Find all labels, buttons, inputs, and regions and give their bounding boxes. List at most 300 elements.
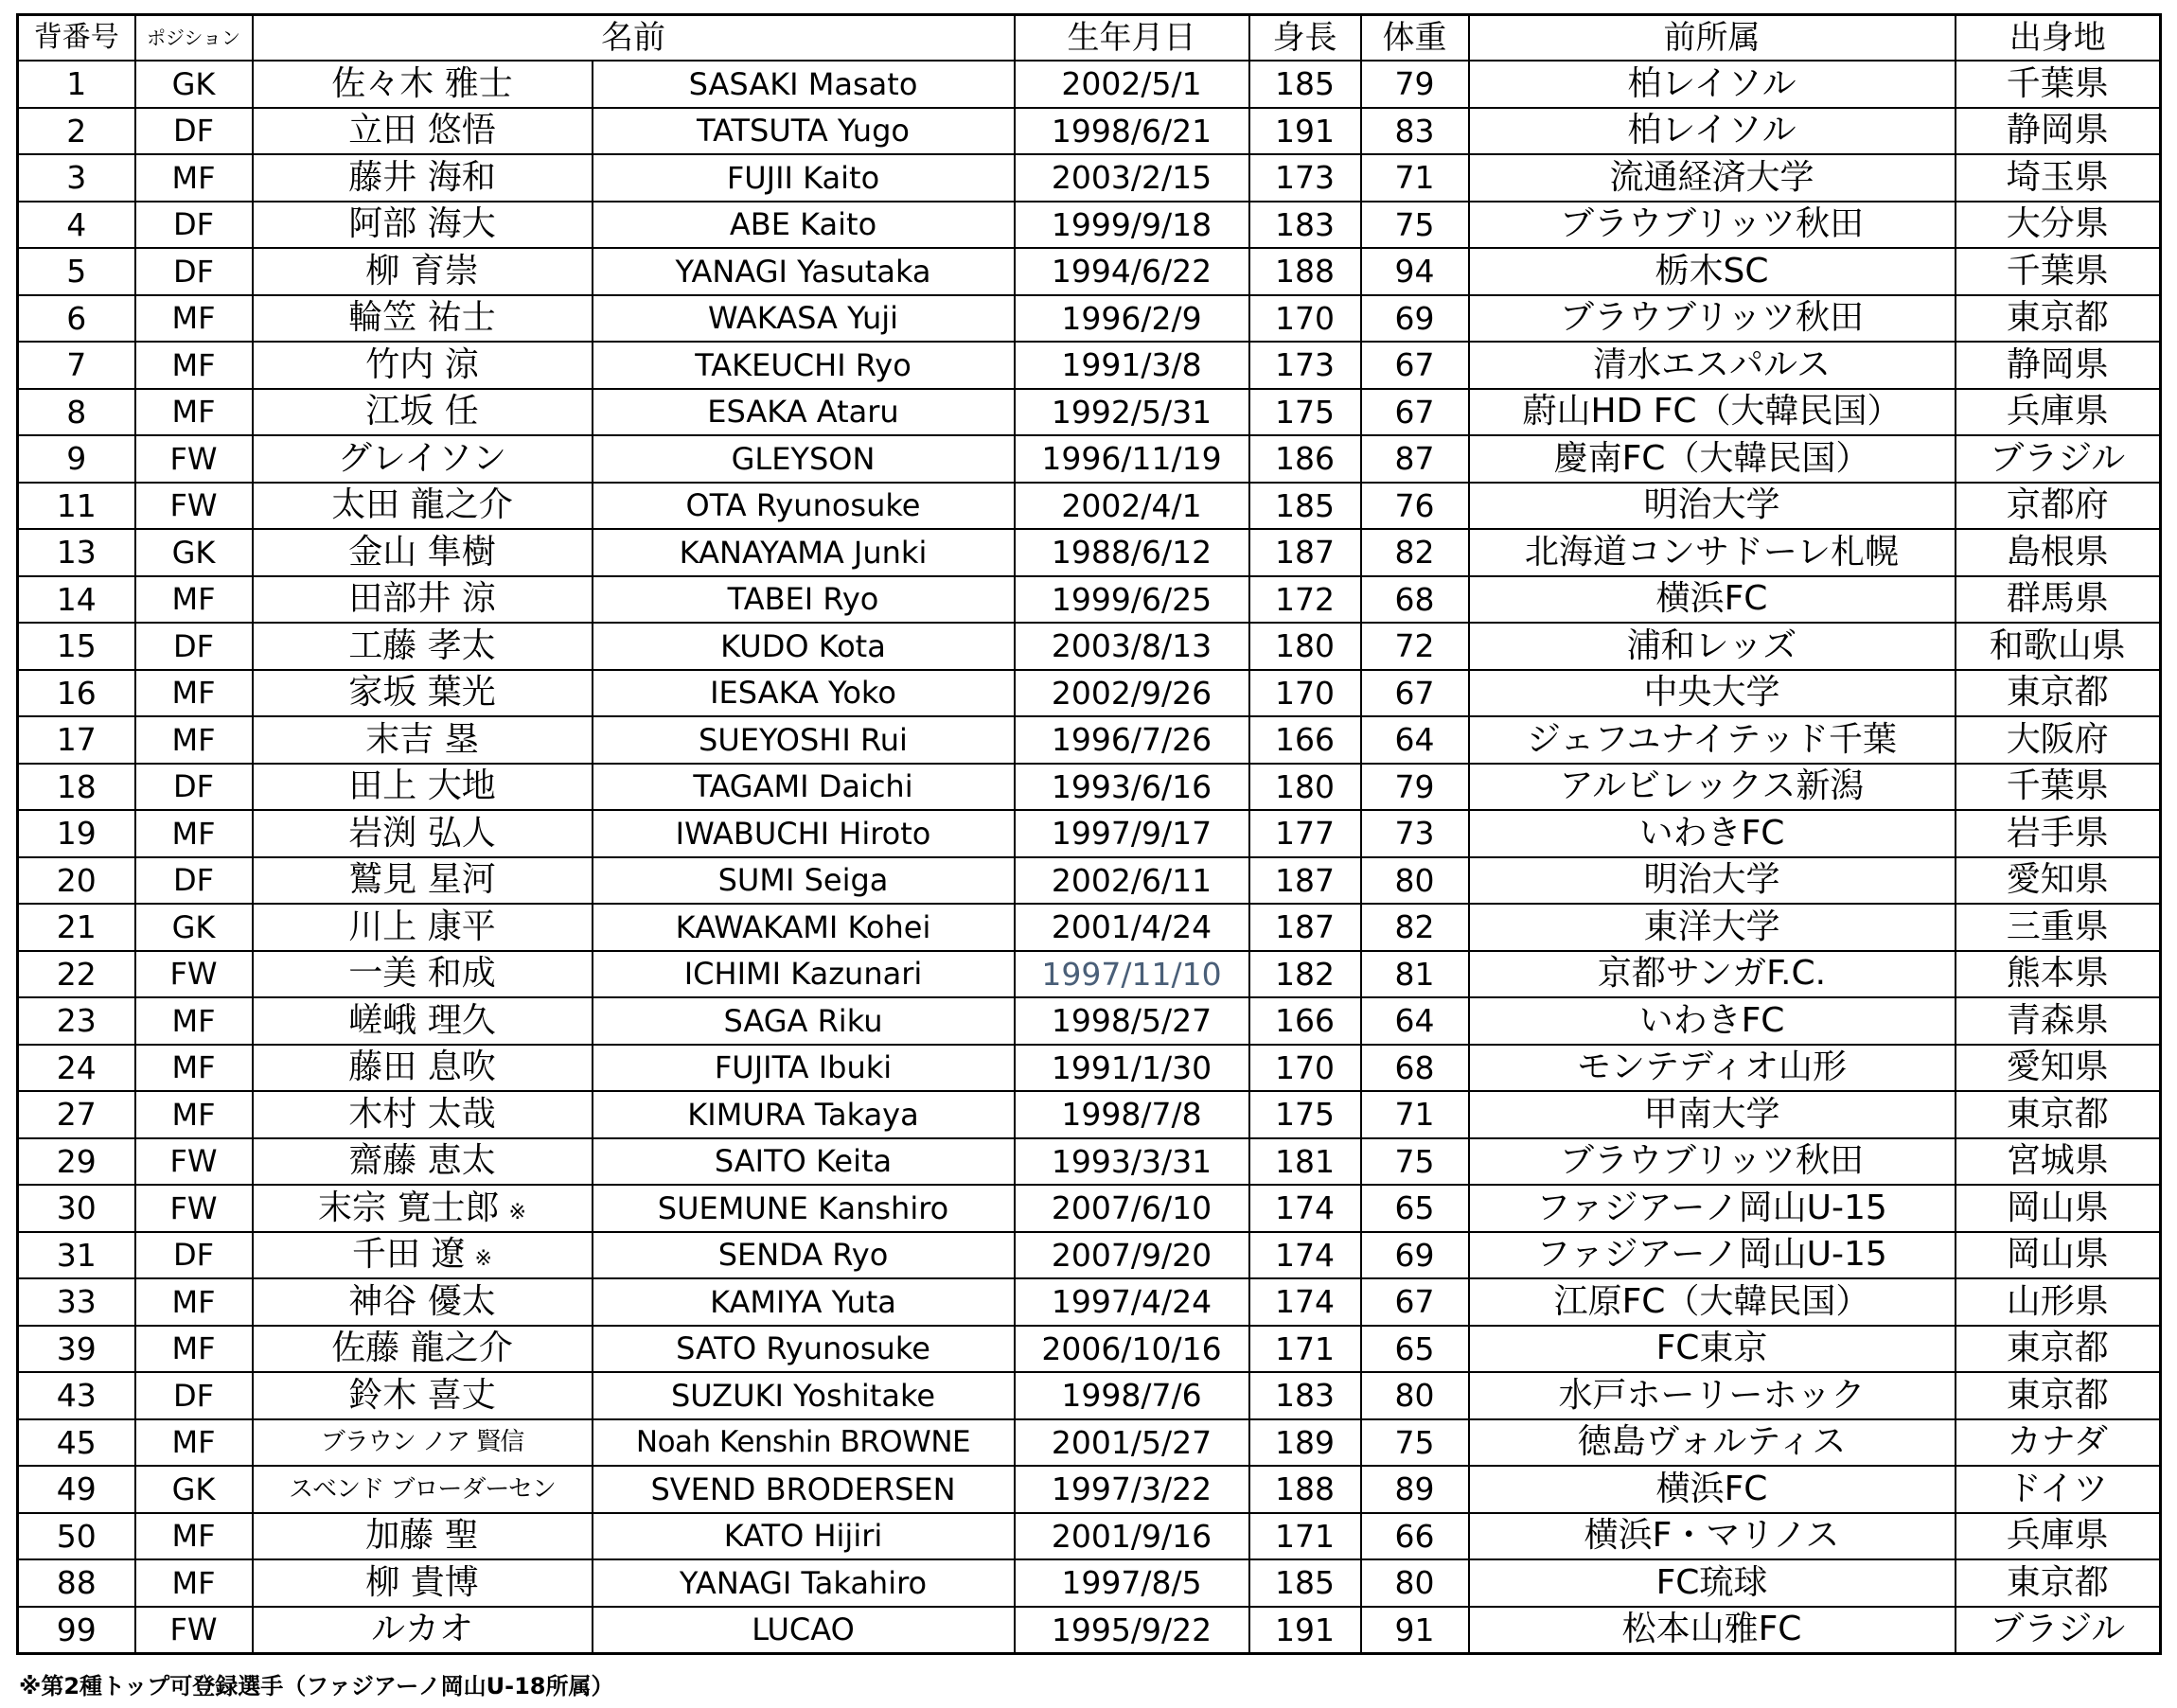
player-name-jp	[253, 1419, 593, 1467]
player-name-en: ICHIMI Kazunari	[593, 951, 1015, 998]
player-number: 14	[18, 576, 135, 624]
player-name-en: FUJII Kaito	[593, 154, 1015, 202]
player-weight: 65	[1361, 1326, 1469, 1373]
player-dob: 1997/3/22	[1015, 1466, 1249, 1513]
player-name-en: ESAKA Ataru	[593, 389, 1015, 436]
player-position: FW	[135, 1185, 253, 1232]
player-birthplace: 埼玉県	[1956, 154, 2161, 202]
player-position: GK	[135, 61, 253, 108]
player-weight: 79	[1361, 764, 1469, 811]
player-height: 185	[1249, 61, 1361, 108]
player-name-en: ABE Kaito	[593, 202, 1015, 249]
player-name-jp	[253, 529, 593, 576]
player-position: MF	[135, 154, 253, 202]
table-row	[18, 670, 2161, 717]
player-number: 3	[18, 154, 135, 202]
player-dob: 1993/6/16	[1015, 764, 1249, 811]
table-row	[18, 61, 2161, 108]
player-birthplace: カナダ	[1956, 1419, 2161, 1467]
player-name-jp-text: 工藤 孝太	[348, 625, 496, 665]
player-name-en: Noah Kenshin BROWNE	[593, 1419, 1015, 1467]
player-height: 185	[1249, 1559, 1361, 1607]
player-name-en: GLEYSON	[593, 435, 1015, 483]
table-row	[18, 483, 2161, 530]
player-name-jp-text: 岩渕 弘人	[348, 813, 496, 853]
player-dob: 1999/6/25	[1015, 576, 1249, 624]
player-name-jp	[253, 108, 593, 155]
player-number: 22	[18, 951, 135, 998]
player-name-jp-text: 柳 育崇	[365, 251, 479, 291]
player-name-jp	[253, 857, 593, 905]
player-dob: 1997/9/17	[1015, 810, 1249, 857]
player-name-en: OTA Ryunosuke	[593, 483, 1015, 530]
player-height: 171	[1249, 1326, 1361, 1373]
player-number: 39	[18, 1326, 135, 1373]
player-dob: 1995/9/22	[1015, 1607, 1249, 1654]
player-number: 50	[18, 1513, 135, 1560]
roster-table	[16, 13, 2162, 1655]
player-height: 171	[1249, 1513, 1361, 1560]
player-number: 23	[18, 997, 135, 1045]
player-position: MF	[135, 1326, 253, 1373]
player-weight: 64	[1361, 716, 1469, 764]
player-name-jp	[253, 1232, 593, 1279]
table-row	[18, 389, 2161, 436]
table-row	[18, 810, 2161, 857]
player-name-jp	[253, 670, 593, 717]
player-previous-club: 横浜FC	[1469, 576, 1956, 624]
player-name-en: SAITO Keita	[593, 1138, 1015, 1186]
player-number: 29	[18, 1138, 135, 1186]
player-height: 188	[1249, 248, 1361, 295]
player-name-jp	[253, 576, 593, 624]
player-weight: 80	[1361, 1559, 1469, 1607]
player-dob: 1996/7/26	[1015, 716, 1249, 764]
player-weight: 69	[1361, 1232, 1469, 1279]
player-name-jp	[253, 1278, 593, 1326]
table-row	[18, 904, 2161, 951]
header-weight: 体重	[1361, 15, 1469, 62]
player-position: MF	[135, 810, 253, 857]
player-previous-club: アルビレックス新潟	[1469, 764, 1956, 811]
player-position: FW	[135, 435, 253, 483]
player-birthplace: 静岡県	[1956, 342, 2161, 389]
player-name-en: TAKEUCHI Ryo	[593, 342, 1015, 389]
roster-body	[18, 61, 2161, 1654]
table-row	[18, 435, 2161, 483]
player-previous-club: FC琉球	[1469, 1559, 1956, 1607]
player-weight: 82	[1361, 904, 1469, 951]
player-position: DF	[135, 857, 253, 905]
player-position: MF	[135, 1278, 253, 1326]
player-weight: 67	[1361, 342, 1469, 389]
player-name-en: SUZUKI Yoshitake	[593, 1372, 1015, 1419]
player-position: FW	[135, 1138, 253, 1186]
player-birthplace: 東京都	[1956, 1372, 2161, 1419]
player-name-en: SATO Ryunosuke	[593, 1326, 1015, 1373]
player-birthplace: 東京都	[1956, 295, 2161, 343]
player-name-jp	[253, 764, 593, 811]
player-dob: 2001/4/24	[1015, 904, 1249, 951]
player-name-jp	[253, 951, 593, 998]
player-number: 24	[18, 1045, 135, 1092]
player-weight: 91	[1361, 1607, 1469, 1654]
player-name-en: KAWAKAMI Kohei	[593, 904, 1015, 951]
player-previous-club: 明治大学	[1469, 857, 1956, 905]
table-row	[18, 202, 2161, 249]
player-dob: 2007/6/10	[1015, 1185, 1249, 1232]
player-number: 21	[18, 904, 135, 951]
player-name-en: YANAGI Takahiro	[593, 1559, 1015, 1607]
player-dob: 2006/10/16	[1015, 1326, 1249, 1373]
player-name-en: TATSUTA Yugo	[593, 108, 1015, 155]
player-weight: 89	[1361, 1466, 1469, 1513]
player-name-jp-text: 江坂 任	[365, 392, 479, 431]
player-previous-club: 甲南大学	[1469, 1091, 1956, 1138]
player-previous-club: いわきFC	[1469, 810, 1956, 857]
player-birthplace: 愛知県	[1956, 857, 2161, 905]
player-height: 182	[1249, 951, 1361, 998]
player-birthplace: 千葉県	[1956, 764, 2161, 811]
player-name-jp	[253, 154, 593, 202]
header-previous-club: 前所属	[1469, 15, 1956, 62]
table-row	[18, 576, 2161, 624]
player-previous-club: 浦和レッズ	[1469, 623, 1956, 670]
player-previous-club: ブラウブリッツ秋田	[1469, 295, 1956, 343]
player-birthplace: 千葉県	[1956, 248, 2161, 295]
player-position: MF	[135, 997, 253, 1045]
table-row	[18, 1607, 2161, 1654]
player-dob: 2003/8/13	[1015, 623, 1249, 670]
player-position: MF	[135, 342, 253, 389]
player-name-jp	[253, 342, 593, 389]
player-weight: 64	[1361, 997, 1469, 1045]
player-name-jp	[253, 1326, 593, 1373]
player-name-jp	[253, 389, 593, 436]
player-weight: 65	[1361, 1185, 1469, 1232]
player-birthplace: 和歌山県	[1956, 623, 2161, 670]
player-dob: 1998/6/21	[1015, 108, 1249, 155]
player-name-jp-text: 木村 太哉	[348, 1094, 496, 1134]
player-height: 188	[1249, 1466, 1361, 1513]
player-height: 175	[1249, 389, 1361, 436]
player-name-jp-text: 佐々木 雅士	[331, 63, 513, 103]
player-birthplace: ブラジル	[1956, 435, 2161, 483]
player-name-jp	[253, 904, 593, 951]
player-number: 27	[18, 1091, 135, 1138]
player-name-jp-text: 藤井 海和	[348, 157, 496, 197]
player-height: 170	[1249, 1045, 1361, 1092]
note-mark: ※	[508, 1200, 526, 1224]
player-height: 180	[1249, 623, 1361, 670]
player-name-jp	[253, 1185, 593, 1232]
player-height: 189	[1249, 1419, 1361, 1467]
player-position: FW	[135, 951, 253, 998]
player-weight: 82	[1361, 529, 1469, 576]
player-position: GK	[135, 904, 253, 951]
player-number: 45	[18, 1419, 135, 1467]
player-dob: 2003/2/15	[1015, 154, 1249, 202]
player-number: 18	[18, 764, 135, 811]
player-height: 187	[1249, 857, 1361, 905]
player-number: 8	[18, 389, 135, 436]
player-previous-club: 明治大学	[1469, 483, 1956, 530]
player-name-jp-text: 川上 康平	[348, 907, 496, 946]
player-position: MF	[135, 716, 253, 764]
player-name-jp	[253, 1045, 593, 1092]
player-name-jp	[253, 716, 593, 764]
player-dob: 2001/9/16	[1015, 1513, 1249, 1560]
player-name-jp-text: 加藤 聖	[365, 1516, 479, 1556]
player-name-jp	[253, 295, 593, 343]
player-name-en: LUCAO	[593, 1607, 1015, 1654]
player-birthplace: 大阪府	[1956, 716, 2161, 764]
table-row	[18, 1045, 2161, 1092]
player-name-jp	[253, 810, 593, 857]
player-height: 183	[1249, 202, 1361, 249]
player-previous-club: 京都サンガF.C.	[1469, 951, 1956, 998]
player-number: 1	[18, 61, 135, 108]
header-dob: 生年月日	[1015, 15, 1249, 62]
player-number: 99	[18, 1607, 135, 1654]
player-name-en: WAKASA Yuji	[593, 295, 1015, 343]
player-number: 49	[18, 1466, 135, 1513]
header-row	[18, 15, 2161, 62]
player-dob: 2002/9/26	[1015, 670, 1249, 717]
player-name-jp	[253, 61, 593, 108]
note-mark: ※	[474, 1247, 492, 1272]
player-position: DF	[135, 623, 253, 670]
player-name-jp-text: 阿部 海大	[348, 204, 496, 244]
player-dob: 1998/7/8	[1015, 1091, 1249, 1138]
player-name-en: IESAKA Yoko	[593, 670, 1015, 717]
player-previous-club: いわきFC	[1469, 997, 1956, 1045]
player-number: 20	[18, 857, 135, 905]
player-name-jp-text: 竹内 涼	[365, 344, 479, 384]
player-height: 183	[1249, 1372, 1361, 1419]
player-position: MF	[135, 1045, 253, 1092]
player-birthplace: 東京都	[1956, 670, 2161, 717]
player-dob: 1998/5/27	[1015, 997, 1249, 1045]
player-birthplace: 岩手県	[1956, 810, 2161, 857]
player-position: GK	[135, 529, 253, 576]
table-row	[18, 248, 2161, 295]
player-name-jp-text: 柳 貴博	[365, 1562, 479, 1602]
player-name-en: KATO Hijiri	[593, 1513, 1015, 1560]
player-number: 16	[18, 670, 135, 717]
player-dob: 2007/9/20	[1015, 1232, 1249, 1279]
player-name-jp	[253, 202, 593, 249]
player-birthplace: 島根県	[1956, 529, 2161, 576]
player-position: MF	[135, 295, 253, 343]
player-height: 175	[1249, 1091, 1361, 1138]
player-name-en: TABEI Ryo	[593, 576, 1015, 624]
player-name-en: KIMURA Takaya	[593, 1091, 1015, 1138]
player-height: 187	[1249, 529, 1361, 576]
header-number: 背番号	[18, 15, 135, 62]
player-position: DF	[135, 202, 253, 249]
player-name-en: KANAYAMA Junki	[593, 529, 1015, 576]
player-birthplace: ドイツ	[1956, 1466, 2161, 1513]
player-previous-club: 柏レイソル	[1469, 108, 1956, 155]
player-number: 9	[18, 435, 135, 483]
player-height: 177	[1249, 810, 1361, 857]
player-number: 6	[18, 295, 135, 343]
player-birthplace: 東京都	[1956, 1326, 2161, 1373]
player-weight: 71	[1361, 1091, 1469, 1138]
player-previous-club: ジェフユナイテッド千葉	[1469, 716, 1956, 764]
player-name-en: IWABUCHI Hiroto	[593, 810, 1015, 857]
player-weight: 83	[1361, 108, 1469, 155]
player-weight: 72	[1361, 623, 1469, 670]
player-height: 173	[1249, 342, 1361, 389]
table-row	[18, 1466, 2161, 1513]
player-name-jp	[253, 1091, 593, 1138]
player-height: 172	[1249, 576, 1361, 624]
player-number: 88	[18, 1559, 135, 1607]
player-name-jp-text: 千田 遼	[352, 1235, 466, 1275]
player-birthplace: 熊本県	[1956, 951, 2161, 998]
player-number: 31	[18, 1232, 135, 1279]
player-name-jp	[253, 1607, 593, 1654]
player-weight: 81	[1361, 951, 1469, 998]
player-birthplace: 岡山県	[1956, 1185, 2161, 1232]
player-name-en: SUEYOSHI Rui	[593, 716, 1015, 764]
player-weight: 79	[1361, 61, 1469, 108]
header-name: 名前	[253, 15, 1015, 62]
table-row	[18, 764, 2161, 811]
player-dob: 1999/9/18	[1015, 202, 1249, 249]
player-name-jp-text: 佐藤 龍之介	[331, 1329, 513, 1368]
player-weight: 75	[1361, 1138, 1469, 1186]
header-height: 身長	[1249, 15, 1361, 62]
player-weight: 76	[1361, 483, 1469, 530]
player-weight: 68	[1361, 576, 1469, 624]
table-row	[18, 623, 2161, 670]
player-weight: 69	[1361, 295, 1469, 343]
player-dob: 1988/6/12	[1015, 529, 1249, 576]
player-position: MF	[135, 1513, 253, 1560]
player-height: 166	[1249, 997, 1361, 1045]
player-dob: 1996/11/19	[1015, 435, 1249, 483]
player-previous-club: 慶南FC（大韓民国）	[1469, 435, 1956, 483]
player-previous-club: 水戸ホーリーホック	[1469, 1372, 1956, 1419]
table-row	[18, 1419, 2161, 1467]
player-weight: 73	[1361, 810, 1469, 857]
player-position: MF	[135, 1091, 253, 1138]
table-row	[18, 342, 2161, 389]
player-dob: 1991/1/30	[1015, 1045, 1249, 1092]
player-name-jp-text: 鷲見 星河	[348, 860, 496, 900]
player-previous-club: 江原FC（大韓民国）	[1469, 1278, 1956, 1326]
player-name-en: KUDO Kota	[593, 623, 1015, 670]
player-height: 174	[1249, 1232, 1361, 1279]
player-previous-club: 横浜F・マリノス	[1469, 1513, 1956, 1560]
player-birthplace: 静岡県	[1956, 108, 2161, 155]
player-name-jp	[253, 248, 593, 295]
player-previous-club: 横浜FC	[1469, 1466, 1956, 1513]
table-row	[18, 295, 2161, 343]
player-position: MF	[135, 1419, 253, 1467]
player-weight: 75	[1361, 1419, 1469, 1467]
player-birthplace: 山形県	[1956, 1278, 2161, 1326]
player-dob: 2002/4/1	[1015, 483, 1249, 530]
player-birthplace: 兵庫県	[1956, 1513, 2161, 1560]
player-height: 191	[1249, 1607, 1361, 1654]
player-number: 7	[18, 342, 135, 389]
table-row	[18, 951, 2161, 998]
player-previous-club: 柏レイソル	[1469, 61, 1956, 108]
player-name-jp-text: 田部井 涼	[348, 579, 496, 619]
player-number: 5	[18, 248, 135, 295]
player-name-jp-text: スベンド ブローダーセン	[289, 1474, 556, 1504]
player-birthplace: 宮城県	[1956, 1138, 2161, 1186]
player-number: 13	[18, 529, 135, 576]
player-position: DF	[135, 1372, 253, 1419]
player-name-jp-text: 神谷 優太	[348, 1281, 496, 1321]
player-name-en: KAMIYA Yuta	[593, 1278, 1015, 1326]
player-number: 43	[18, 1372, 135, 1419]
player-name-en: SUEMUNE Kanshiro	[593, 1185, 1015, 1232]
player-height: 185	[1249, 483, 1361, 530]
player-height: 180	[1249, 764, 1361, 811]
player-name-en: SUMI Seiga	[593, 857, 1015, 905]
player-name-jp-text: 家坂 葉光	[348, 673, 496, 713]
player-height: 173	[1249, 154, 1361, 202]
table-row	[18, 529, 2161, 576]
header-birthplace: 出身地	[1956, 15, 2161, 62]
player-name-jp	[253, 1559, 593, 1607]
player-weight: 68	[1361, 1045, 1469, 1092]
player-name-jp-text: 立田 悠悟	[348, 111, 496, 150]
player-number: 33	[18, 1278, 135, 1326]
player-height: 181	[1249, 1138, 1361, 1186]
player-name-en: TAGAMI Daichi	[593, 764, 1015, 811]
footnote: ※第2種トップ可登録選手（ファジアーノ岡山U-18所属）	[19, 1673, 614, 1699]
player-number: 30	[18, 1185, 135, 1232]
player-position: MF	[135, 670, 253, 717]
player-previous-club: FC東京	[1469, 1326, 1956, 1373]
player-height: 191	[1249, 108, 1361, 155]
player-name-jp-text: 輪笠 祐士	[348, 298, 496, 338]
player-name-jp-text: 鈴木 喜丈	[348, 1375, 496, 1415]
player-name-jp	[253, 483, 593, 530]
player-name-jp-text: 末宗 寛士郎	[318, 1188, 500, 1227]
header-position: ポジション	[135, 15, 253, 62]
player-name-en: FUJITA Ibuki	[593, 1045, 1015, 1092]
player-weight: 67	[1361, 670, 1469, 717]
player-birthplace: ブラジル	[1956, 1607, 2161, 1654]
player-dob: 1997/8/5	[1015, 1559, 1249, 1607]
player-dob: 2002/6/11	[1015, 857, 1249, 905]
player-name-jp-text: 一美 和成	[348, 954, 496, 994]
player-dob: 1996/2/9	[1015, 295, 1249, 343]
player-dob: 1991/3/8	[1015, 342, 1249, 389]
player-name-jp	[253, 623, 593, 670]
player-weight: 87	[1361, 435, 1469, 483]
player-name-jp	[253, 1513, 593, 1560]
player-name-en: SAGA Riku	[593, 997, 1015, 1045]
player-weight: 67	[1361, 389, 1469, 436]
player-position: MF	[135, 576, 253, 624]
player-name-jp-text: 太田 龍之介	[331, 485, 513, 525]
player-name-en: SASAKI Masato	[593, 61, 1015, 108]
player-previous-club: ブラウブリッツ秋田	[1469, 1138, 1956, 1186]
player-birthplace: 岡山県	[1956, 1232, 2161, 1279]
player-name-jp-text: 金山 隼樹	[348, 532, 496, 572]
player-name-en: SVEND BRODERSEN	[593, 1466, 1015, 1513]
player-height: 186	[1249, 435, 1361, 483]
